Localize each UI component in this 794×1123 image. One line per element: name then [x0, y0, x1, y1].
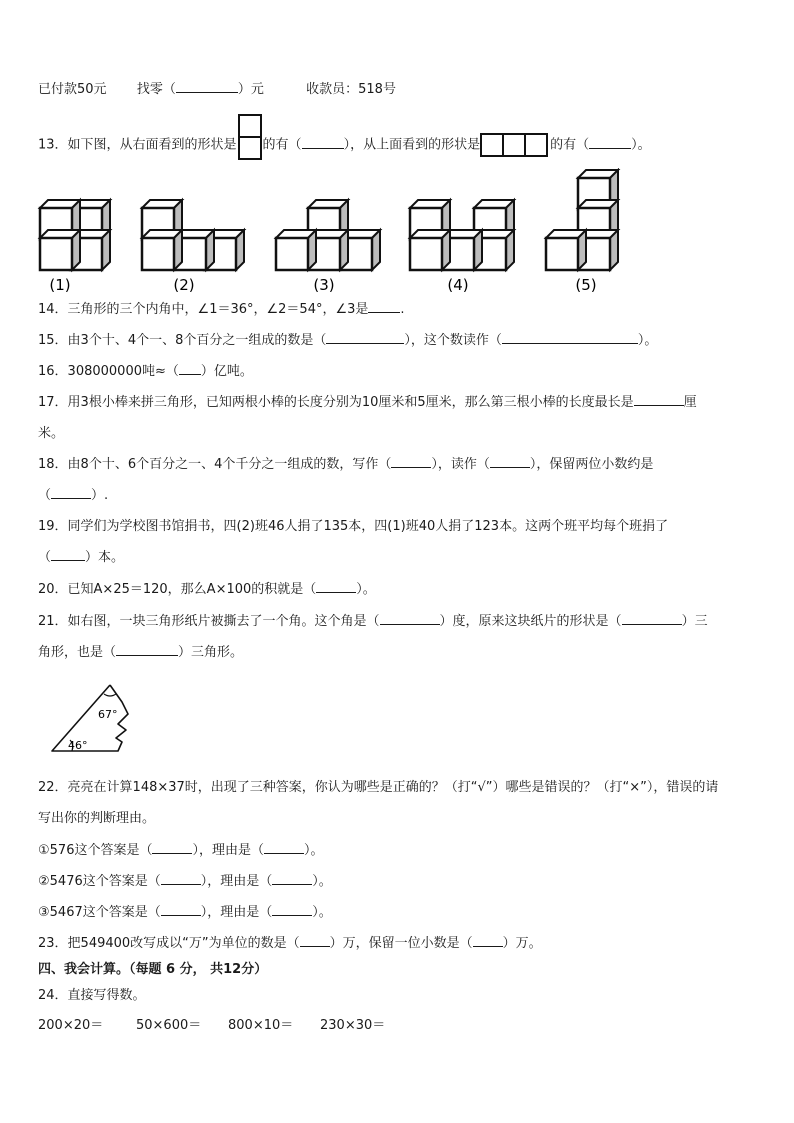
q22-text-b: 写出你的判断理由。: [38, 811, 156, 826]
q13-blank-1[interactable]: [302, 136, 344, 149]
question-19-line-1: [38, 517, 668, 537]
top-view-shape-icon: [480, 132, 550, 158]
q21-blank-3[interactable]: [116, 643, 178, 656]
question-22-line-1: [38, 778, 718, 798]
receipt-line: [38, 80, 396, 100]
q20-text-b: ）。: [356, 582, 376, 597]
q22-item-3-blank-1[interactable]: [161, 903, 201, 916]
q21-text-c: ）三: [681, 614, 708, 629]
q21-text-a: 21．如右图，一块三角形纸片被撕去了一个角。这个角是（: [38, 614, 380, 629]
question-13: [38, 128, 651, 162]
q22-item-2: [38, 872, 332, 892]
torn-triangle-figure: [46, 684, 146, 756]
q24-expr-4: 230×30＝: [320, 1018, 386, 1033]
q22-item-1: [38, 841, 324, 861]
q21-blank-2[interactable]: [622, 612, 682, 625]
q22-item-2-text-a: ②5476这个答案是（: [38, 874, 161, 889]
q19-text-a: 19．同学们为学校图书馆捐书，四(2)班46人捐了135本，四(1)班40人捐了123本。这两个班平均每个班捐了: [38, 519, 669, 534]
q21-text-d: 角形，也是（: [38, 645, 117, 660]
q20-blank[interactable]: [316, 580, 356, 593]
q24-expr-1: 200×20＝: [38, 1018, 104, 1033]
q24-expr-2: 50×600＝: [136, 1018, 202, 1033]
q22-item-3-text-c: ）。: [312, 905, 332, 920]
question-21-line-1: [38, 612, 708, 632]
q22-item-1-blank-2[interactable]: [264, 841, 304, 854]
q18-text-b: ），读作（: [431, 457, 490, 472]
q15-text-b: ），这个数读作（: [404, 333, 502, 348]
figure-4: [410, 200, 514, 270]
figure-2: [142, 200, 244, 270]
q24-expr-3: 800×10＝: [228, 1018, 294, 1033]
q14-blank[interactable]: [368, 300, 400, 313]
q13-text-e: ）。: [631, 137, 651, 153]
change-blank[interactable]: [176, 80, 238, 93]
change-unit: ）元: [237, 82, 264, 97]
q13-text-a: 13．如下图，从右面看到的形状是: [38, 137, 237, 153]
paid-text: 已付款50元: [38, 82, 107, 97]
q22-item-2-blank-1[interactable]: [161, 872, 201, 885]
figure-1: [40, 200, 110, 270]
q15-blank-1[interactable]: [326, 331, 404, 344]
q23-text-b: ）万，保留一位小数是（: [329, 936, 473, 951]
q13-text-c: ），从上面看到的形状是: [343, 137, 481, 153]
figure-label-5: (5): [575, 276, 597, 294]
question-19-line-2: [38, 548, 124, 568]
q19-text-c: ）本。: [85, 550, 125, 565]
q21-text-b: ）度，原来这块纸片的形状是（: [439, 614, 622, 629]
question-17-line-1: [38, 393, 697, 413]
q23-blank-1[interactable]: [300, 934, 330, 947]
q22-item-1-text-c: ）。: [303, 843, 324, 858]
question-14: [38, 300, 405, 320]
q19-text-b: （: [38, 550, 52, 565]
q18-text-c: ），保留两位小数约是: [529, 457, 654, 472]
question-22-line-2: [38, 809, 155, 829]
angle-46-label: 46°: [68, 739, 88, 752]
figure-label-2: (2): [173, 276, 195, 294]
q18-text-d: （: [38, 488, 52, 503]
q15-text-a: 15．由3个十、4个一、8个百分之一组成的数是（: [38, 333, 327, 348]
question-15: [38, 331, 657, 351]
q23-text-c: ）万。: [502, 936, 542, 951]
q17-text-b: 厘: [683, 395, 697, 410]
q17-text-a: 17．用3根小棒来拼三角形，已知两根小棒的长度分别为10厘米和5厘米，那么第三根小棒的长度最长是: [38, 395, 634, 410]
cashier-text: 收款员：518号: [306, 82, 396, 97]
question-17-line-2: [38, 424, 64, 444]
question-24-title: 24．直接写得数。: [38, 988, 146, 1003]
q22-item-3: [38, 903, 332, 923]
question-20: [38, 580, 376, 600]
q15-text-c: ）。: [637, 333, 658, 348]
figure-5: [546, 170, 618, 270]
q22-item-3-text-a: ③5467这个答案是（: [38, 905, 161, 920]
q18-blank-3[interactable]: [51, 486, 91, 499]
q16-text-b: ）亿吨。: [200, 364, 253, 379]
q23-text-a: 23．把549400改写成以“万”为单位的数是（: [38, 936, 300, 951]
figure-3: [276, 200, 380, 270]
q16-text-a: 16．308000000吨≈（: [38, 364, 179, 379]
q14-text-a: 14．三角形的三个内角中，∠1＝36°，∠2＝54°，∠3是: [38, 302, 369, 317]
q18-blank-1[interactable]: [391, 455, 431, 468]
section-4-heading: 四、我会计算。（每题 6 分， 共12分）: [38, 962, 268, 977]
q18-blank-2[interactable]: [490, 455, 530, 468]
q21-blank-1[interactable]: [380, 612, 440, 625]
q21-text-e: ）三角形。: [178, 645, 244, 660]
figure-label-4: (4): [447, 276, 469, 294]
q14-text-b: .: [400, 302, 405, 317]
q18-text-a: 18．由8个十、6个百分之一、4个千分之一组成的数，写作（: [38, 457, 392, 472]
q13-blank-2[interactable]: [589, 136, 631, 149]
q16-blank[interactable]: [179, 362, 201, 375]
question-18-line-1: [38, 455, 653, 475]
question-16: [38, 362, 253, 382]
q22-item-1-text-b: ），理由是（: [192, 843, 264, 858]
q22-item-3-blank-2[interactable]: [272, 903, 312, 916]
q18-text-e: ）.: [91, 488, 109, 503]
q20-text-a: 20．已知A×25＝120，那么A×100的积就是（: [38, 582, 317, 597]
q22-item-1-text-a: ①576这个答案是（: [38, 843, 153, 858]
q19-blank[interactable]: [51, 548, 85, 561]
angle-67-label: 67°: [98, 708, 118, 721]
question-18-line-2: [38, 486, 108, 506]
change-label: 找零（: [136, 82, 176, 97]
question-21-line-2: [38, 643, 243, 663]
q22-item-2-blank-2[interactable]: [272, 872, 312, 885]
figure-label-1: (1): [49, 276, 71, 294]
q22-item-1-blank-1[interactable]: [152, 841, 192, 854]
question-23: [38, 934, 542, 954]
figure-label-3: (3): [313, 276, 335, 294]
q23-blank-2[interactable]: [473, 934, 503, 947]
q17-text-c: 米。: [38, 426, 65, 441]
q17-blank[interactable]: [634, 393, 684, 406]
q15-blank-2[interactable]: [502, 331, 638, 344]
q22-item-3-text-b: ），理由是（: [200, 905, 273, 920]
q22-text-a: 22．亮亮在计算148×37时，出现了三种答案，你认为哪些是正确的？（打“√”）哪些是错误的？（打“×”），错误的请: [38, 780, 719, 795]
q13-text-b: 的有（: [262, 137, 302, 153]
q13-text-d: 的有（: [550, 137, 590, 153]
q22-item-2-text-c: ）。: [312, 874, 332, 889]
right-view-shape-icon: [237, 114, 263, 162]
cube-figures: [36, 168, 636, 296]
q22-item-2-text-b: ），理由是（: [200, 874, 273, 889]
